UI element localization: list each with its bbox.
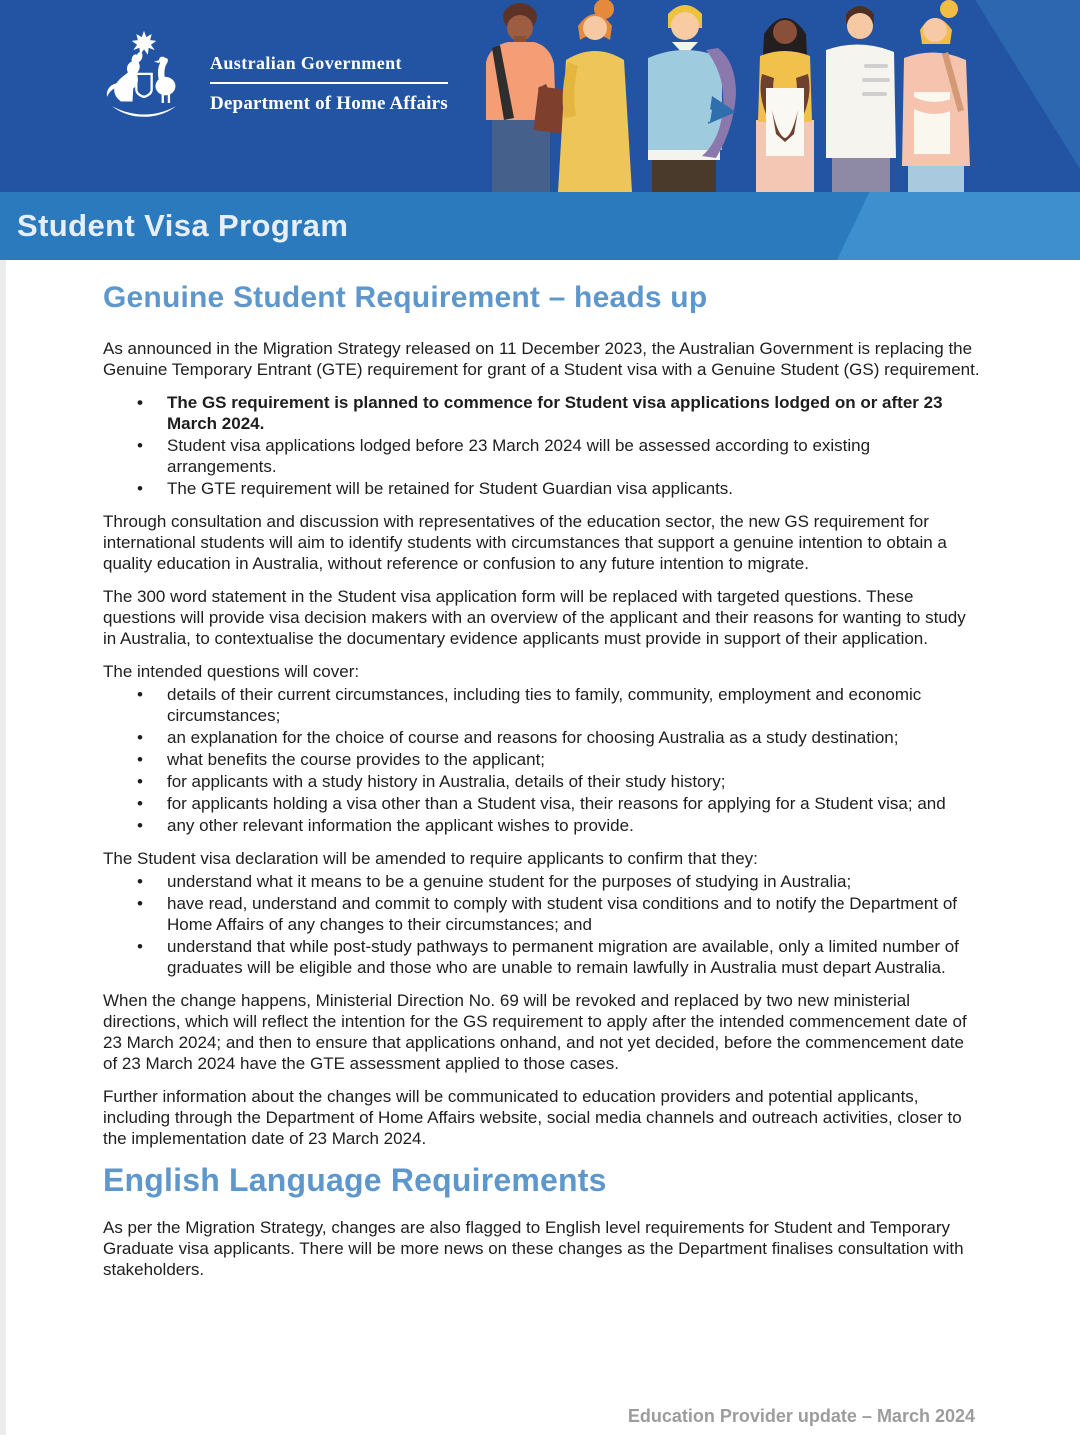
paragraph-further-information: Further information about the changes will be communicated to education providers and potential applicants, including through the Department of Home Affairs website, social media channels and outreach activities, closer to the implementation date of 23 March 2024. [103, 1087, 962, 1148]
heading-genuine-student-requirement: Genuine Student Requirement – heads up [103, 281, 708, 314]
australian-coat-of-arms-icon [98, 24, 190, 136]
person-6 [902, 0, 970, 192]
section-banner [0, 192, 1080, 260]
person-4 [756, 18, 814, 192]
heading-english-language-requirements: English Language Requirements [103, 1162, 607, 1198]
person-1 [486, 3, 569, 192]
list-item: • have read, understand and commit to comply with student visa conditions and to notify the Department of Home Affairs of any changes to their circumstances; and [103, 893, 980, 935]
page-header [0, 0, 1080, 192]
paragraph-english-requirements: As per the Migration Strategy, changes are also flagged to English level requirements for Student and Temporary Graduate visa applicants. There will be more news on these changes as the Department finalises consultation with stakeholders. [103, 1218, 964, 1279]
footer-update-label: Education Provider update – March 2024 [627, 1406, 975, 1426]
paragraph-300-word-statement: The 300 word statement in the Student visa application form will be replaced with targeted questions. These questions will provide visa decision makers with an overview of the applicant and their reasons for wanting to study in Australia, to contextualise the documentary evidence applicants must provide in support of their application. [103, 587, 966, 648]
paragraph-announcement: As announced in the Migration Strategy released on 11 December 2023, the Australian Government is replacing the Genuine Temporary Entrant (GTE) requirement for grant of a Student visa with a Genuine Student (GS) requirement. [103, 339, 980, 379]
paragraph-declaration-intro: The Student visa declaration will be amended to require applicants to confirm that they: [103, 849, 758, 868]
logo-divider [210, 82, 448, 84]
list-item: • any other relevant information the applicant wishes to provide. [103, 815, 980, 836]
government-logo [98, 24, 448, 136]
bullet-list-commencement [103, 392, 980, 499]
document-body [0, 260, 1080, 1280]
person-2 [558, 0, 632, 192]
person-3 [648, 5, 736, 192]
government-logo-text [210, 45, 448, 115]
list-item: • for applicants with a study history in Australia, details of their study history; [103, 771, 980, 792]
students-illustration [450, 0, 1010, 192]
person-5 [826, 6, 896, 192]
page-left-edge [0, 260, 6, 1435]
banner-title: Student Visa Program [17, 208, 349, 243]
logo-line-department: Department of Home Affairs [210, 93, 448, 114]
list-item: • details of their current circumstances, including ties to family, community, employment and economic circumstances; [103, 684, 980, 726]
list-item: • The GS requirement is planned to commence for Student visa applications lodged on or after 23 March 2024. [103, 392, 980, 434]
list-item: • understand that while post-study pathways to permanent migration are available, only a limited number of graduates will be eligible and those who are unable to remain lawfully in Australia must depart Australia. [103, 936, 980, 978]
list-item: • Student visa applications lodged before 23 March 2024 will be assessed according to existing arrangements. [103, 435, 980, 477]
bullet-list-intended-questions [103, 684, 980, 836]
bullet-list-declaration [103, 871, 980, 978]
logo-line-australian-government: Australian Government [210, 53, 402, 73]
paragraph-ministerial-direction: When the change happens, Ministerial Direction No. 69 will be revoked and replaced by two new ministerial directions, which will reflect the intention for the GS requirement to apply after the intended commencement date of 23 March 2024; and then to ensure that applications onhand, and not yet decided, before the commencement date of 23 March 2024 have the GTE assessment applied to those cases. [103, 991, 967, 1073]
list-item: • for applicants holding a visa other than a Student visa, their reasons for applying for a Student visa; and [103, 793, 980, 814]
paragraph-consultation: Through consultation and discussion with representatives of the education sector, the new GS requirement for international students will aim to identify students with circumstances that support a genuine intention to obtain a quality education in Australia, without reference or confusion to any future intention to migrate. [103, 512, 947, 573]
paragraph-intended-questions-intro: The intended questions will cover: [103, 662, 360, 681]
list-item: • understand what it means to be a genuine student for the purposes of studying in Australia; [103, 871, 980, 892]
list-item: • what benefits the course provides to the applicant; [103, 749, 980, 770]
list-item: • The GTE requirement will be retained for Student Guardian visa applicants. [103, 478, 980, 499]
list-item: • an explanation for the choice of course and reasons for choosing Australia as a study destination; [103, 727, 980, 748]
